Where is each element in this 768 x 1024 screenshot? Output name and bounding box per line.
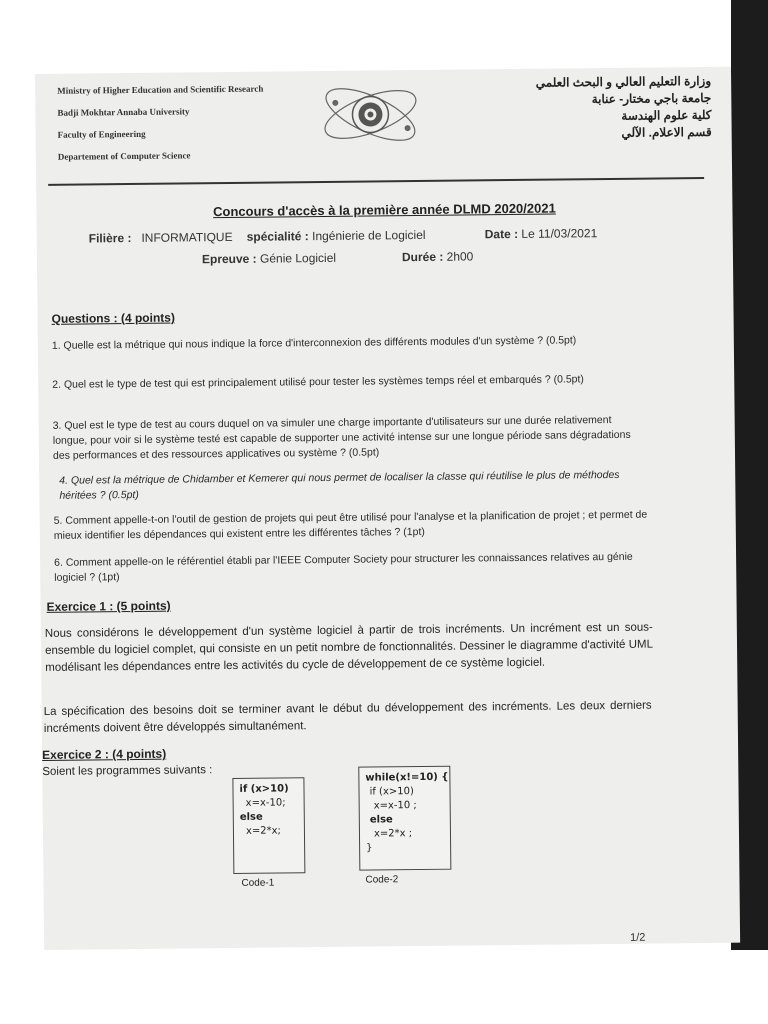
date-value: Le 11/03/2021 [521, 226, 598, 241]
code-2-line-5: x=2*x ; [373, 828, 413, 840]
header-left [57, 78, 264, 168]
question-3: 3. Quel est le type de test au cours duquel on va simuler une charge importante d'utilisateurs sur une durée relativement longue, pour voir si le système testé est capable de supporter une activité intense sur une longue période sans dégradations des performances et des ressources applicatives ou système ? (0.5pt) [52, 413, 631, 462]
header-ministry: Ministry of Higher Education and Scientific Research [57, 83, 264, 96]
code-2-line-3: x=x-10 ; [373, 800, 417, 812]
code-1-line-4: x=2*x; [245, 825, 281, 837]
header-right [536, 73, 712, 143]
code-1-box [232, 777, 305, 874]
header-university-ar: جامعة باجي مختار- عنابة [591, 90, 712, 107]
code-1-label: Code-1 [241, 877, 275, 889]
question-1: 1. Quelle est la métrique qui nous indique la force d'interconnexion des différents modules d'un système ? (0.5pt) [51, 334, 577, 352]
code-2-line-1: while(x!=10) { [365, 771, 449, 784]
code-2-box [358, 766, 451, 871]
questions-heading: Questions : (4 points) [51, 310, 175, 326]
exercise2-intro: Soient les programmes suivants : [42, 764, 213, 778]
question-6: 6. Comment appelle-on le référentiel établi par l'IEEE Computer Society pour structurer les connaissances relatives au génie logiciel ? (1pt) [54, 550, 633, 584]
header-department-ar: قسم الاعلام. الآلي [621, 124, 712, 140]
question-5: 5. Comment appelle-t-on l'outil de gestion de projets qui peut être utilisé pour l'analyse et la planification de projet ; et permet de mieux identifier les dépendances qui existent entre les différentes tâches ? (1pt) [53, 508, 648, 542]
exercise1-heading: Exercice 1 : (5 points) [46, 598, 171, 614]
exercise1-paragraph-2: La spécification des besoins doit se terminer avant le début du développement des incréments. Les deux derniers incréments doivent être développés simultanément. [43, 699, 652, 735]
header-divider [48, 177, 704, 186]
header-university: Badji Mokhtar Annaba University [57, 106, 190, 118]
code-2-line-6: } [366, 842, 373, 854]
header-faculty: Faculty of Engineering [57, 128, 146, 140]
date-label: Date : [484, 226, 519, 242]
code-2-line-4: else [369, 814, 393, 826]
code-1-line-2: x=x-10; [245, 797, 286, 809]
header-ministry-ar: وزارة التعليم العالي و البحث العلمي [535, 73, 712, 90]
code-1-line-1: if (x>10) [239, 783, 289, 795]
university-logo [315, 74, 426, 155]
header-faculty-ar: كلية علوم الهندسة [621, 107, 712, 123]
duree-value: 2h00 [446, 249, 474, 264]
exam-sheet [35, 67, 740, 950]
epreuve-label: Epreuve : [201, 251, 257, 267]
filiere-label: Filière : [88, 230, 132, 246]
background-edge-bottom [0, 950, 768, 1024]
duree-label: Durée : [401, 249, 444, 265]
question-4: 4. Quel est la métrique de Chidamber et Kemerer qui nous permet de localiser la classe qui réutilise le plus de méthodes héritées ? (0.5pt) [59, 468, 620, 502]
filiere-row [89, 230, 233, 246]
code-2-label: Code-2 [365, 874, 399, 886]
specialite-row [247, 228, 426, 244]
page-number: 1/2 [630, 931, 646, 944]
code-2-line-2: if (x>10) [369, 786, 414, 798]
duree-row [402, 249, 474, 264]
epreuve-row [202, 251, 336, 266]
epreuve-value: Génie Logiciel [259, 250, 337, 266]
specialite-label: spécialité : [246, 229, 309, 244]
exercise1-paragraph-1: Nous considérons le développement d'un système logiciel à partir de trois incréments. Un incrément est un sous-ensemble du logiciel complet, qui consiste en un petit nombre de fonctionnalités. Dessiner le diagramme d'activité UML modélisant les dépendances entre les activités du cycle de développement de ce système logiciel. [44, 621, 654, 674]
code-1-line-3: else [239, 811, 263, 823]
header-department: Departement of Computer Science [57, 150, 191, 162]
question-2: 2. Quel est le type de test qui est principalement utilisé pour tester les systèmes temps réel et embarqués ? (0.5pt) [52, 373, 584, 391]
date-row [485, 226, 598, 241]
filiere-value: INFORMATIQUE [141, 229, 233, 245]
specialite-value: Ingénierie de Logiciel [312, 227, 426, 244]
exam-title: Concours d'accès à la première année DLMD 2020/2021 [213, 200, 556, 220]
exercise2-heading: Exercice 2 : (4 points) [42, 746, 167, 762]
